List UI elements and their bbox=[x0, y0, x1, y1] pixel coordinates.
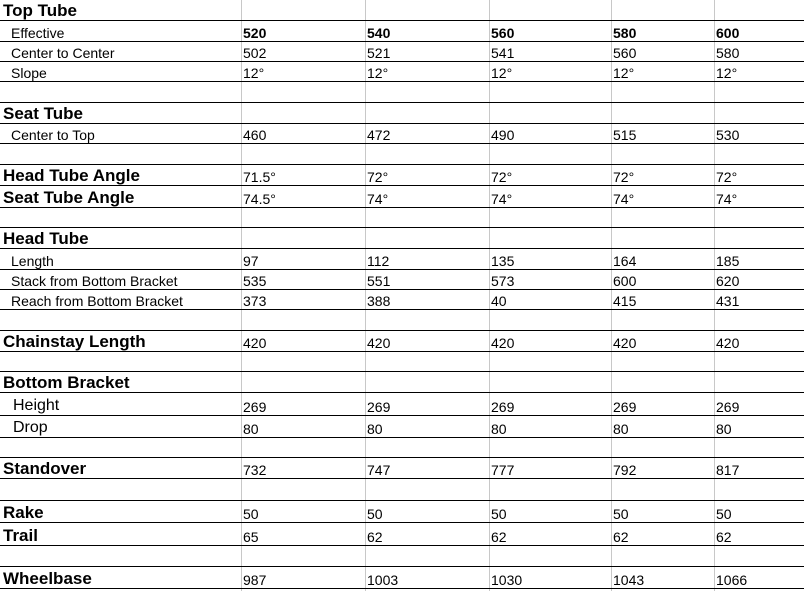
value-cell: 50 bbox=[243, 506, 259, 522]
value-cell: 12° bbox=[367, 65, 389, 81]
table-row bbox=[0, 124, 804, 144]
value-cell: 269 bbox=[243, 399, 267, 415]
value-cell: 747 bbox=[367, 462, 391, 478]
row-label: Bottom Bracket bbox=[3, 373, 130, 392]
table-row bbox=[0, 165, 804, 186]
value-cell: 515 bbox=[613, 127, 637, 143]
value-cell: 50 bbox=[491, 506, 507, 522]
value-cell: 620 bbox=[716, 273, 740, 289]
table-row bbox=[0, 479, 804, 501]
value-cell: 269 bbox=[613, 399, 637, 415]
value-cell: 80 bbox=[491, 421, 507, 437]
value-cell: 502 bbox=[243, 45, 267, 61]
table-row bbox=[0, 0, 804, 21]
value-cell: 490 bbox=[491, 127, 515, 143]
table-row bbox=[0, 416, 804, 438]
table-row bbox=[0, 42, 804, 62]
value-cell: 420 bbox=[613, 335, 637, 351]
table-row bbox=[0, 501, 804, 523]
value-cell: 71.5° bbox=[243, 169, 276, 185]
value-cell: 580 bbox=[716, 45, 740, 61]
row-label: Center to Top bbox=[11, 127, 95, 143]
value-cell: 420 bbox=[716, 335, 740, 351]
row-label: Slope bbox=[11, 65, 47, 81]
value-cell: 580 bbox=[613, 25, 637, 41]
value-cell: 420 bbox=[367, 335, 391, 351]
value-cell: 80 bbox=[367, 421, 383, 437]
value-cell: 520 bbox=[243, 25, 267, 41]
row-label: Drop bbox=[13, 419, 48, 436]
value-cell: 521 bbox=[367, 45, 391, 61]
row-label: Top Tube bbox=[3, 1, 77, 20]
value-cell: 530 bbox=[716, 127, 740, 143]
value-cell: 80 bbox=[716, 421, 732, 437]
value-cell: 792 bbox=[613, 462, 637, 478]
row-label: Head Tube bbox=[3, 229, 89, 248]
value-cell: 80 bbox=[243, 421, 259, 437]
value-cell: 12° bbox=[613, 65, 635, 81]
table-row bbox=[0, 331, 804, 352]
value-cell: 50 bbox=[613, 506, 629, 522]
table-row bbox=[0, 249, 804, 270]
value-cell: 431 bbox=[716, 293, 740, 309]
value-cell: 560 bbox=[613, 45, 637, 61]
value-cell: 97 bbox=[243, 253, 259, 269]
value-cell: 12° bbox=[491, 65, 513, 81]
table-row bbox=[0, 393, 804, 416]
row-label: Rake bbox=[3, 503, 44, 522]
value-cell: 420 bbox=[243, 335, 267, 351]
value-cell: 600 bbox=[716, 25, 740, 41]
value-cell: 80 bbox=[613, 421, 629, 437]
value-cell: 62 bbox=[367, 529, 383, 545]
table-row bbox=[0, 290, 804, 310]
value-cell: 50 bbox=[367, 506, 383, 522]
table-row bbox=[0, 62, 804, 82]
value-cell: 535 bbox=[243, 273, 267, 289]
table-row bbox=[0, 546, 804, 567]
value-cell: 112 bbox=[367, 253, 390, 269]
value-cell: 373 bbox=[243, 293, 267, 309]
value-cell: 540 bbox=[367, 25, 391, 41]
value-cell: 1030 bbox=[491, 572, 523, 588]
table-row bbox=[0, 186, 804, 208]
value-cell: 74° bbox=[367, 191, 389, 207]
value-cell: 269 bbox=[367, 399, 391, 415]
value-cell: 185 bbox=[716, 253, 740, 269]
row-label: Seat Tube Angle bbox=[3, 188, 135, 207]
value-cell: 817 bbox=[716, 462, 740, 478]
table-row bbox=[0, 82, 804, 103]
value-cell: 573 bbox=[491, 273, 515, 289]
table-row bbox=[0, 228, 804, 249]
row-label: Stack from Bottom Bracket bbox=[11, 273, 178, 289]
row-label: Center to Center bbox=[11, 45, 115, 61]
value-cell: 164 bbox=[613, 253, 637, 269]
value-cell: 72° bbox=[613, 169, 635, 185]
value-cell: 388 bbox=[367, 293, 391, 309]
value-cell: 415 bbox=[613, 293, 637, 309]
value-cell: 62 bbox=[613, 529, 629, 545]
value-cell: 472 bbox=[367, 127, 391, 143]
value-cell: 1003 bbox=[367, 572, 399, 588]
value-cell: 732 bbox=[243, 462, 267, 478]
value-cell: 72° bbox=[491, 169, 513, 185]
value-cell: 269 bbox=[716, 399, 740, 415]
table-row bbox=[0, 310, 804, 331]
table-row bbox=[0, 103, 804, 124]
row-label: Head Tube Angle bbox=[3, 166, 140, 185]
value-cell: 541 bbox=[491, 45, 515, 61]
value-cell: 460 bbox=[243, 127, 267, 143]
value-cell: 135 bbox=[491, 253, 515, 269]
table-row bbox=[0, 567, 804, 589]
row-label: Chainstay Length bbox=[3, 332, 146, 351]
table-row bbox=[0, 144, 804, 165]
value-cell: 269 bbox=[491, 399, 515, 415]
value-cell: 600 bbox=[613, 273, 637, 289]
value-cell: 987 bbox=[243, 572, 267, 588]
value-cell: 74.5° bbox=[243, 191, 276, 207]
value-cell: 420 bbox=[491, 335, 515, 351]
value-cell: 40 bbox=[491, 293, 507, 309]
table-row bbox=[0, 523, 804, 546]
row-label: Height bbox=[13, 397, 60, 414]
value-cell: 62 bbox=[716, 529, 732, 545]
value-cell: 74° bbox=[613, 191, 635, 207]
row-label: Trail bbox=[3, 526, 38, 545]
table-row bbox=[0, 372, 804, 393]
value-cell: 62 bbox=[491, 529, 507, 545]
table-row bbox=[0, 458, 804, 479]
row-label: Length bbox=[11, 253, 54, 269]
value-cell: 74° bbox=[491, 191, 513, 207]
value-cell: 551 bbox=[367, 273, 391, 289]
value-cell: 560 bbox=[491, 25, 515, 41]
table-row bbox=[0, 270, 804, 290]
table-row bbox=[0, 21, 804, 42]
row-label: Seat Tube bbox=[3, 104, 83, 123]
value-cell: 12° bbox=[716, 65, 738, 81]
value-cell: 65 bbox=[243, 529, 259, 545]
value-cell: 72° bbox=[716, 169, 738, 185]
row-label: Standover bbox=[3, 459, 87, 478]
row-label: Reach from Bottom Bracket bbox=[11, 293, 183, 309]
value-cell: 74° bbox=[716, 191, 738, 207]
value-cell: 12° bbox=[243, 65, 265, 81]
value-cell: 1066 bbox=[716, 572, 748, 588]
table-row bbox=[0, 208, 804, 228]
value-cell: 1043 bbox=[613, 572, 645, 588]
value-cell: 50 bbox=[716, 506, 732, 522]
table-row bbox=[0, 438, 804, 458]
row-label: Effective bbox=[11, 25, 65, 41]
table-row bbox=[0, 352, 804, 372]
row-label: Wheelbase bbox=[3, 569, 92, 588]
value-cell: 777 bbox=[491, 462, 515, 478]
value-cell: 72° bbox=[367, 169, 389, 185]
